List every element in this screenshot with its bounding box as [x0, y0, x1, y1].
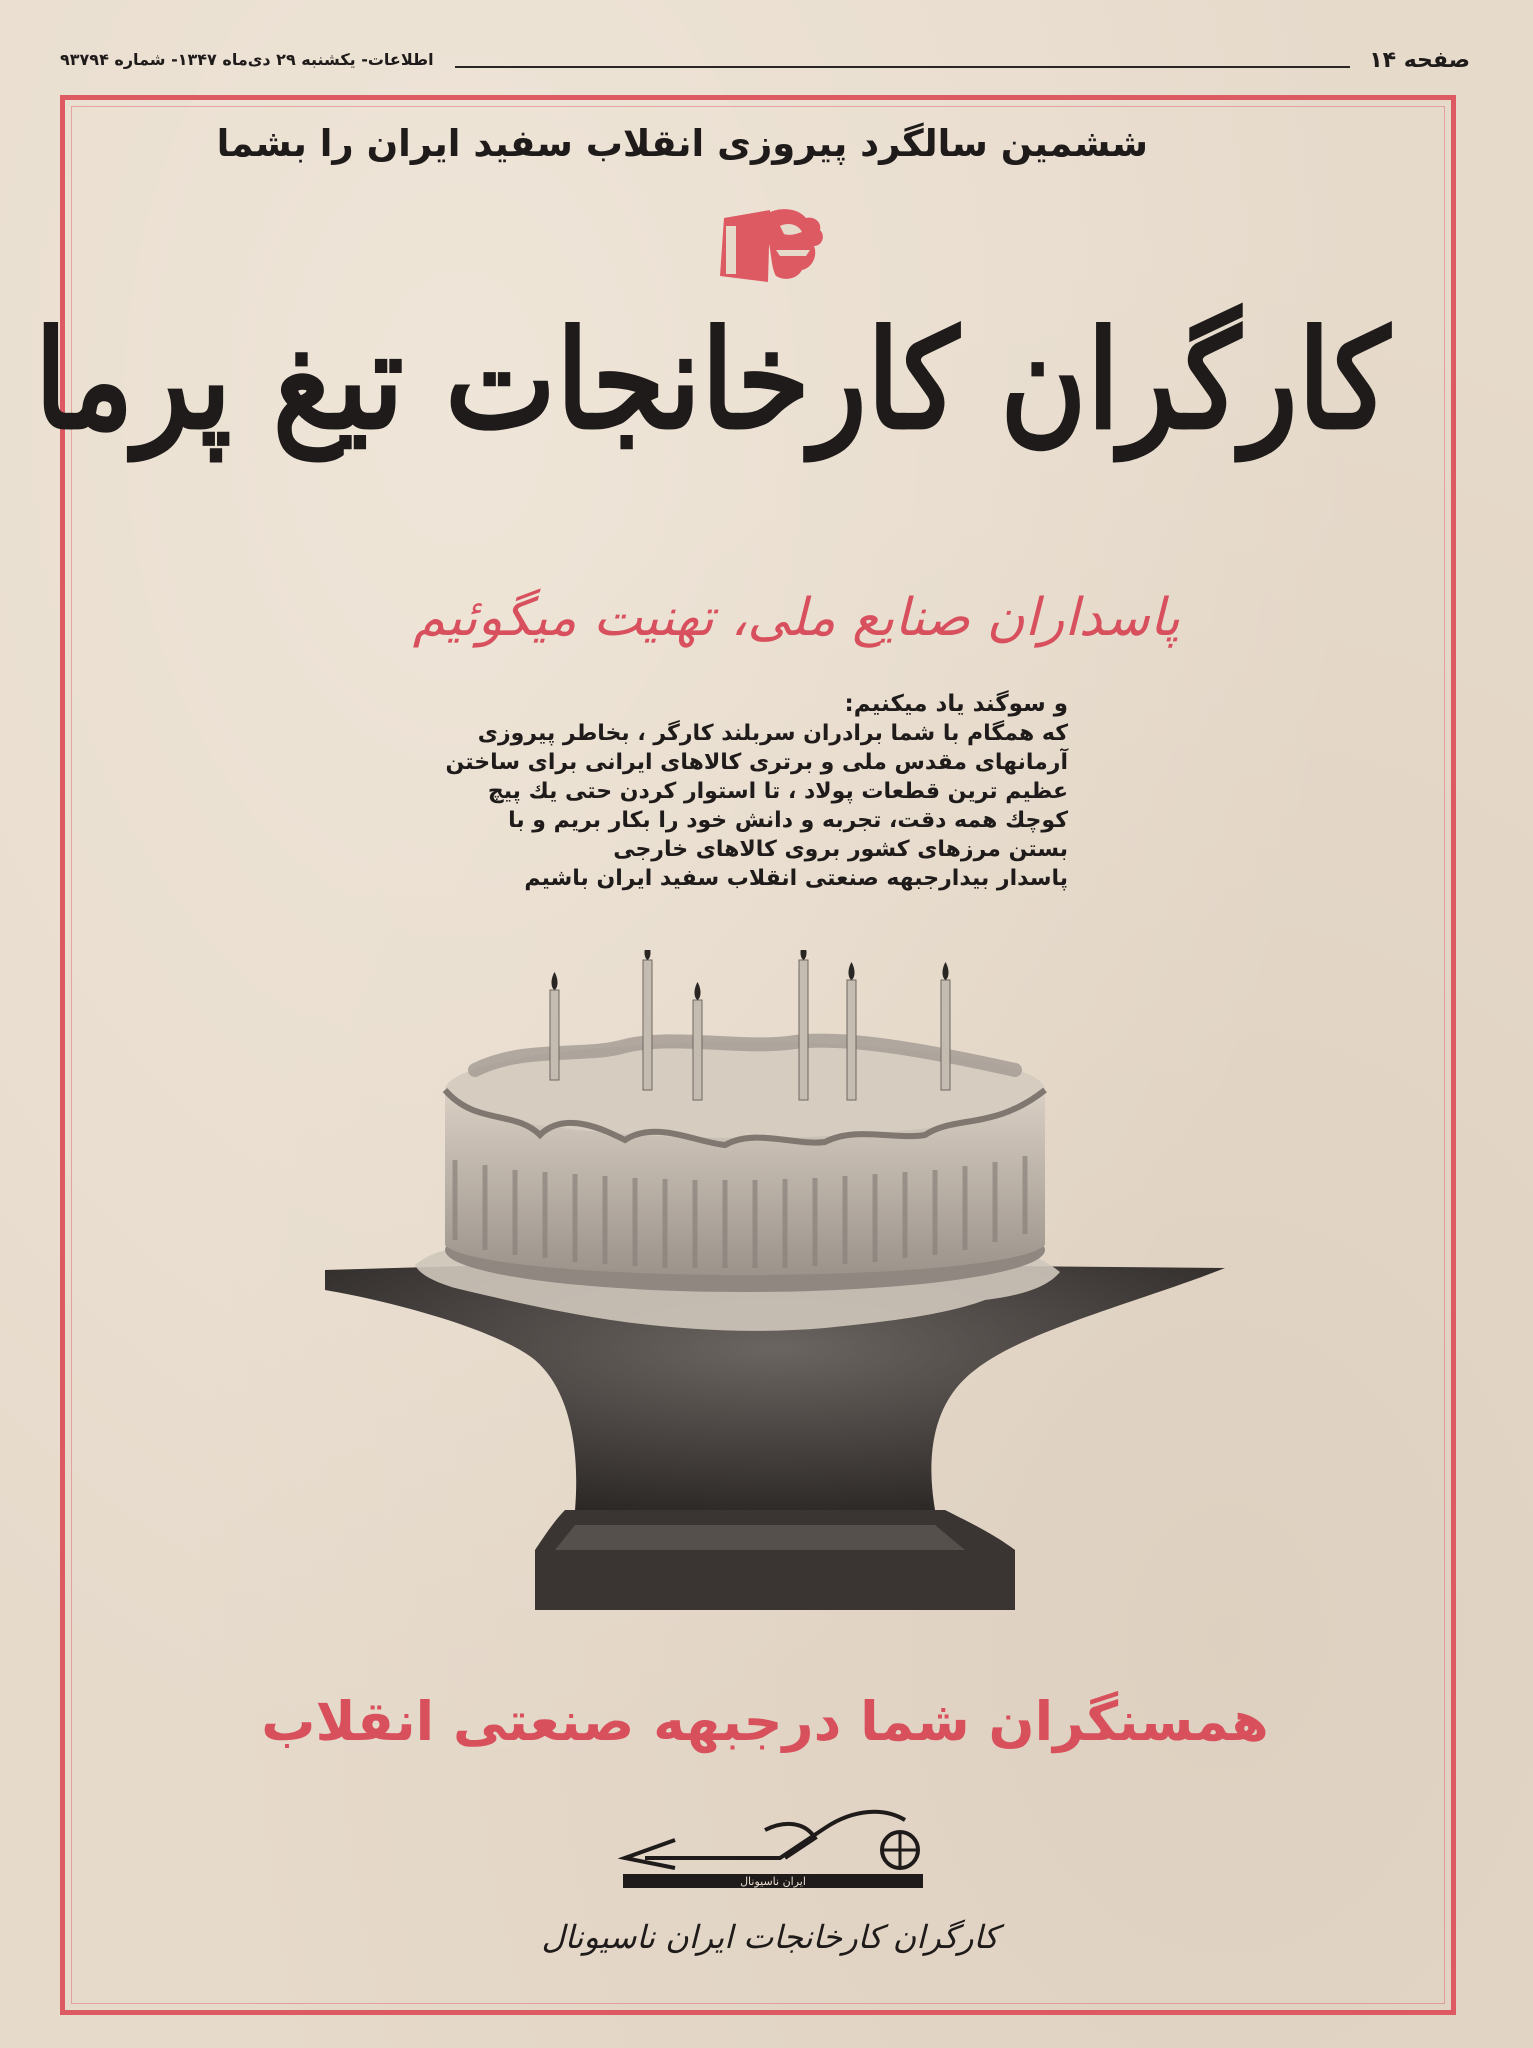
pledge-line: بستن مرزهای کشور بروی کالاهای خارجی	[613, 837, 1068, 862]
iran-national-logo	[615, 1800, 945, 1895]
pledge-paragraph	[445, 690, 1068, 893]
headline: کارگران کارخانجات تیغ پرما	[34, 299, 1390, 460]
logo-text: ایران ناسیونال	[740, 1875, 806, 1888]
slogan: همسنگران شما درجبهه صنعتی انقلاب	[261, 1690, 1269, 1753]
cake-on-anvil-illustration	[325, 950, 1225, 1670]
masthead	[60, 48, 1470, 78]
page-number: صفحه ۱۴	[1369, 48, 1470, 73]
lion-emblem-icon	[718, 206, 832, 286]
greeting-subheadline: پاسداران صنایع ملی، تهنیت میگوئیم	[412, 588, 1180, 648]
anniversary-line: ششمین سالگرد پیروزی انقلاب سفید ایران را بشما	[216, 122, 1148, 165]
pledge-line: کوچك همه دقت، تجربه و دانش خود را بکار بریم و با	[508, 808, 1068, 833]
pledge-line: و سوگند یاد میکنیم:	[844, 691, 1068, 717]
pledge-line: آرمانهای مقدس ملی و برتری کالاهای ایرانی برای ساختن	[445, 750, 1068, 775]
dateline: اطلاعات- یکشنبه ۲۹ دی‌ماه ۱۳۴۷- شماره ۹۳۷۹۴	[60, 50, 434, 69]
pledge-line: پاسدار بیدارجبهه صنعتی انقلاب سفید ایران باشیم	[524, 866, 1068, 891]
masthead-rule	[455, 66, 1350, 68]
cake	[445, 1041, 1045, 1292]
pledge-line: عظیم ترین قطعات پولاد ، تا استوار کردن حتی یك پیچ	[487, 779, 1068, 804]
pledge-line: که همگام با شما برادران سربلند کارگر ، بخاطر پیروزی	[477, 721, 1068, 746]
signature: کارگران کارخانجات ایران ناسیونال	[541, 1918, 999, 1956]
